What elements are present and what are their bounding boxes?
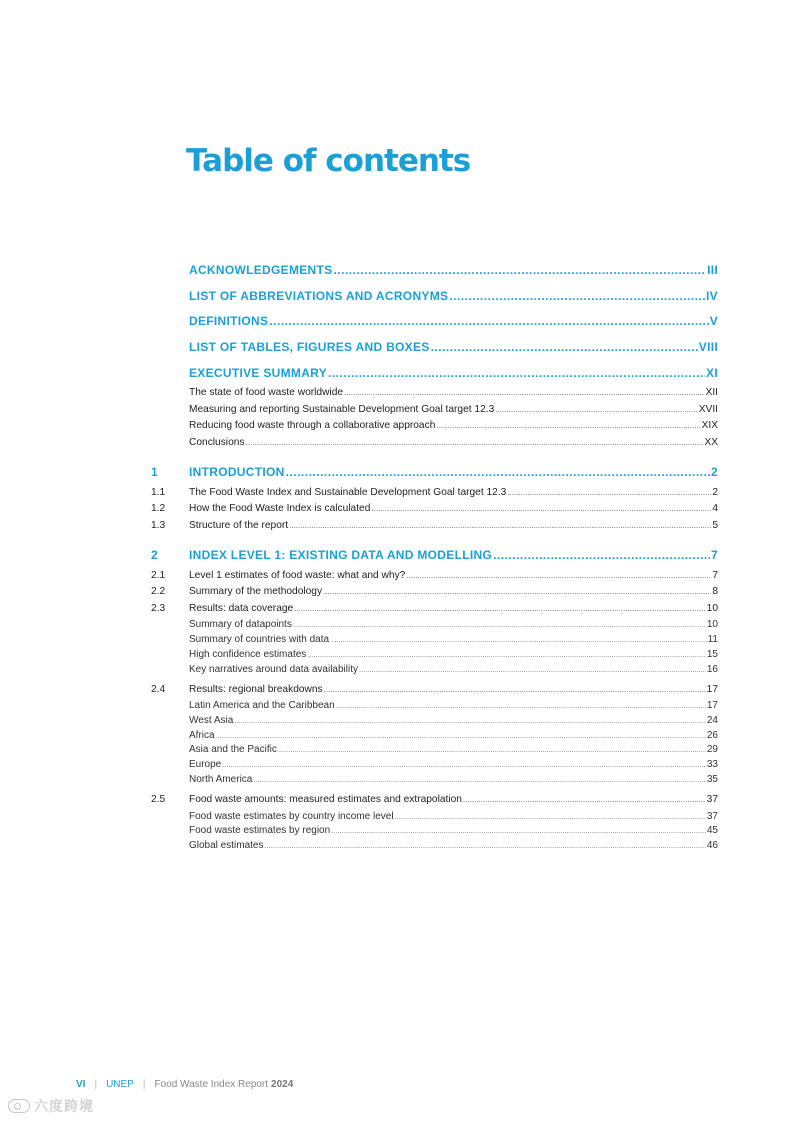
dot-leader xyxy=(216,731,706,740)
dot-leader xyxy=(278,745,706,754)
dot-leader xyxy=(371,504,711,513)
toc-entry-page: 24 xyxy=(706,715,718,726)
toc-entry-label: Global estimates xyxy=(189,840,264,851)
dot-leader xyxy=(269,314,708,328)
toc-entry-label: Summary of countries with data xyxy=(189,634,330,645)
footer-year: 2024 xyxy=(271,1079,294,1090)
toc-entry-label: Africa xyxy=(189,730,215,741)
toc-entry-label: Conclusions xyxy=(189,437,245,448)
toc-entry-number: 1.3 xyxy=(151,520,166,531)
toc-entry-page: 2 xyxy=(711,465,718,479)
dot-leader xyxy=(286,465,710,479)
toc-entry-label: How the Food Waste Index is calculated xyxy=(189,503,371,514)
dot-leader xyxy=(324,685,706,694)
dot-leader xyxy=(336,701,706,710)
toc-entry-page: VIII xyxy=(698,340,718,354)
footer-publisher: UNEP xyxy=(106,1079,134,1090)
toc-entry-page: 45 xyxy=(706,825,718,836)
toc-entry-page: 17 xyxy=(706,700,718,711)
toc-entry-page: 7 xyxy=(711,548,718,562)
toc-entry-page: 7 xyxy=(712,570,718,581)
toc-entry-label: North America xyxy=(189,774,253,785)
dot-leader xyxy=(507,488,711,497)
toc-entry-page: 2 xyxy=(712,487,718,498)
toc-entry-page: XX xyxy=(704,437,718,448)
toc-entry-label: Summary of datapoints xyxy=(189,619,292,630)
dot-leader xyxy=(234,716,706,725)
dot-leader xyxy=(264,841,705,850)
page-footer xyxy=(76,1079,293,1090)
dot-leader xyxy=(436,421,700,430)
toc-entry-page: 35 xyxy=(706,774,718,785)
footer-separator: | xyxy=(142,1079,146,1090)
toc-entry-page: IV xyxy=(706,289,718,303)
toc-entry-label: Results: data coverage xyxy=(189,603,294,614)
dot-leader xyxy=(307,650,706,659)
toc-entry-label: Measuring and reporting Sustainable Development Goal target 12.3 xyxy=(189,404,495,415)
toc-entry-page: III xyxy=(707,263,718,277)
toc-entry-label: LIST OF TABLES, FIGURES AND BOXES xyxy=(189,340,430,354)
toc-entry-label: ACKNOWLEDGEMENTS xyxy=(189,263,333,277)
toc-entry-page: XIX xyxy=(701,420,718,431)
toc-entry-number: 2.3 xyxy=(151,603,166,614)
toc-entry-label: Reducing food waste through a collaborative approach xyxy=(189,420,436,431)
toc-entry-label: LIST OF ABBREVIATIONS AND ACRONYMS xyxy=(189,289,449,303)
toc-entry-label: Food waste amounts: measured estimates and extrapolation xyxy=(189,794,462,805)
dot-leader xyxy=(431,340,698,354)
toc-entry-label: Summary of the methodology xyxy=(189,586,323,597)
dot-leader xyxy=(495,405,697,414)
dot-leader xyxy=(293,620,706,629)
dot-leader xyxy=(253,775,706,784)
dot-leader xyxy=(331,826,706,835)
toc-entry-label: INTRODUCTION xyxy=(189,465,285,479)
dot-leader xyxy=(222,760,706,769)
dot-leader xyxy=(463,795,706,804)
toc-entry-label: Food waste estimates by region xyxy=(189,825,331,836)
dot-leader xyxy=(344,388,705,397)
toc-entry-label: Food waste estimates by country income level xyxy=(189,811,394,822)
toc-entry-page: 37 xyxy=(706,811,718,822)
dot-leader xyxy=(294,604,705,613)
dot-leader xyxy=(333,263,706,277)
toc-entry-page: 10 xyxy=(706,603,718,614)
dot-leader xyxy=(330,635,707,644)
dot-leader xyxy=(449,289,705,303)
toc-entry-page: 5 xyxy=(712,520,718,531)
toc-entry-page: 37 xyxy=(706,794,718,805)
dot-leader xyxy=(359,665,706,674)
toc-entry-label: Key narratives around data availability xyxy=(189,664,358,675)
toc-entry-page: 15 xyxy=(706,649,718,660)
toc-entry-number: 2.1 xyxy=(151,570,166,581)
watermark-text: 六度跨境 xyxy=(34,1098,94,1114)
toc-entry-number: 2.2 xyxy=(151,586,166,597)
watermark xyxy=(8,1096,94,1116)
footer-separator: | xyxy=(94,1079,98,1090)
toc-entry-page: 33 xyxy=(706,759,718,770)
toc-entry-label: High confidence estimates xyxy=(189,649,307,660)
toc-entry-page: 11 xyxy=(707,634,718,645)
dot-leader xyxy=(328,366,705,380)
toc-entry-label: West Asia xyxy=(189,715,234,726)
toc-entry-label: INDEX LEVEL 1: EXISTING DATA AND MODELLING xyxy=(189,548,493,562)
toc-entry-page: 46 xyxy=(706,840,718,851)
toc-entry-label: Europe xyxy=(189,759,222,770)
toc-entry-label: EXECUTIVE SUMMARY xyxy=(189,366,328,380)
toc-entry-number: 2.5 xyxy=(151,794,166,805)
toc-entry-page: 8 xyxy=(712,586,718,597)
toc-entry-number: 1 xyxy=(151,465,158,479)
dot-leader xyxy=(493,548,710,562)
toc-entry-number: 2 xyxy=(151,548,158,562)
toc-entry-page: 17 xyxy=(706,684,718,695)
dot-leader xyxy=(246,438,704,447)
toc-entry-label: The Food Waste Index and Sustainable Development Goal target 12.3 xyxy=(189,487,507,498)
watermark-logo-icon xyxy=(8,1099,30,1113)
toc-entry-label: Results: regional breakdowns xyxy=(189,684,323,695)
toc-entry-page: 10 xyxy=(706,619,718,630)
toc-entry-label: Level 1 estimates of food waste: what and why? xyxy=(189,570,406,581)
dot-leader xyxy=(395,812,706,821)
toc-entry-page: XI xyxy=(706,366,718,380)
footer-report-title: Food Waste Index Report xyxy=(154,1079,269,1090)
footer-page-number: VI xyxy=(76,1079,86,1090)
toc-entry-label: Latin America and the Caribbean xyxy=(189,700,335,711)
toc-entry-page: 29 xyxy=(706,744,718,755)
toc-entry-label: The state of food waste worldwide xyxy=(189,387,344,398)
toc-entry-label: Asia and the Pacific xyxy=(189,744,277,755)
toc-entry-page: 26 xyxy=(706,730,718,741)
page-title: Table of contents xyxy=(186,143,471,179)
toc-entry-page: XII xyxy=(705,387,718,398)
toc-entry-page: XVII xyxy=(698,404,718,415)
toc-entry-number: 1.2 xyxy=(151,503,166,514)
toc-entry-page: V xyxy=(709,314,718,328)
toc-entry-number: 1.1 xyxy=(151,487,166,498)
dot-leader xyxy=(323,587,711,596)
toc-entry-label: Structure of the report xyxy=(189,520,289,531)
dot-leader xyxy=(406,571,711,580)
dot-leader xyxy=(289,521,711,530)
toc-entry-number: 2.4 xyxy=(151,684,166,695)
toc-entry-label: DEFINITIONS xyxy=(189,314,269,328)
toc-entry-page: 4 xyxy=(712,503,718,514)
toc-entry-page: 16 xyxy=(706,664,718,675)
